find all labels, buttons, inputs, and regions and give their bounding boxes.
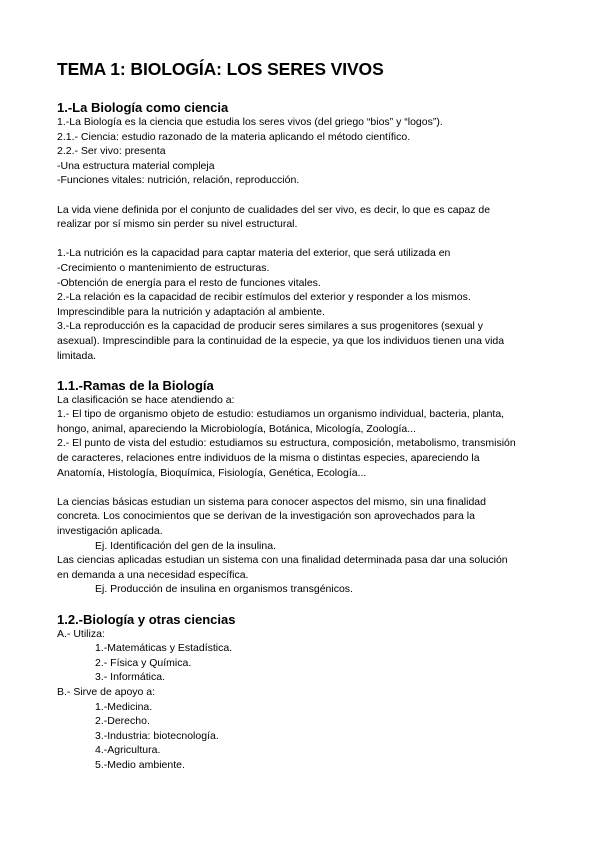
text-line: La ciencias básicas estudian un sistema para conocer aspectos del mismo, sin una finalidad <box>57 495 486 508</box>
text-line: 1.-La Biología es la ciencia que estudia los seres vivos (del griego “bios” y “logos”). <box>57 116 443 128</box>
section-1-1-sciences <box>57 495 543 597</box>
section-1-2-list <box>57 627 543 773</box>
text-line: 1.- El tipo de organismo objeto de estudio: estudiamos un organismo individual, bacteria, planta, <box>57 408 505 421</box>
example-line: Ej. Producción de insulina en organismos transgénicos. <box>95 583 353 596</box>
text-line: 2.2.- Ser vivo: presenta <box>57 145 166 158</box>
section-heading-1: 1.-La Biología como ciencia <box>57 100 229 115</box>
text-line: Anatomía, Histología, Bioquímica, Fisiología, Genética, Ecología... <box>57 466 367 479</box>
text-line: -Funciones vitales: nutrición, relación, reproducción. <box>57 174 300 187</box>
example-line: Ej. Identificación del gen de la insulina. <box>95 539 276 552</box>
document-title: TEMA 1: BIOLOGÍA: LOS SERES VIVOS <box>57 59 384 79</box>
text-line: Las ciencias aplicadas estudian un sistema con una finalidad determinada pasa dar una solución <box>57 554 508 567</box>
section-1-1-branches <box>57 393 543 481</box>
text-line: asexual). Imprescindible para la continuidad de la especie, ya que los individuos tienen una vida <box>57 334 505 347</box>
text-line: 2.-La relación es la capacidad de recibir estímulos del exterior y responder a los mismos. <box>57 291 471 304</box>
list-item: 1.-Matemáticas y Estadística. <box>95 642 233 655</box>
text-line: hongo, animal, apareciendo la Microbiología, Botánica, Micología, Zoología... <box>57 422 416 435</box>
text-line: 2.1.- Ciencia: estudio razonado de la materia aplicando el método científico. <box>57 130 411 143</box>
text-line: Imprescindible para la nutrición y adaptación al ambiente. <box>57 305 325 318</box>
text-line: -Obtención de energía para el resto de funciones vitales. <box>57 276 321 289</box>
list-item: 2.- Física y Química. <box>95 656 192 669</box>
list-item: 4.-Agricultura. <box>95 744 161 757</box>
list-label: A.- Utiliza: <box>57 627 105 640</box>
text-line: -Crecimiento o mantenimiento de estructuras. <box>57 261 270 274</box>
text-line: de caracteres, relaciones entre individuos de la misma o distintas especies, apareciendo la <box>57 452 480 465</box>
text-line: investigación aplicada. <box>57 525 163 538</box>
list-item: 3.- Informática. <box>95 671 166 684</box>
list-label: B.- Sirve de apoyo a: <box>57 685 156 698</box>
list-item: 1.-Medicina. <box>95 700 153 713</box>
list-item: 5.-Medio ambiente. <box>95 758 185 771</box>
section-heading-1-2: 1.2.-Biología y otras ciencias <box>57 611 236 627</box>
text-line: La clasificación se hace atendiendo a: <box>57 393 235 406</box>
list-item: 2.-Derecho. <box>95 715 150 728</box>
text-line: 1.-La nutrición es la capacidad para captar materia del exterior, que será utilizada en <box>57 247 451 260</box>
text-line: La vida viene definida por el conjunto de cualidades del ser vivo, es decir, lo que es capaz de <box>57 203 491 216</box>
text-line: en demanda a una necesidad específica. <box>57 568 249 581</box>
list-item: 3.-Industria: biotecnología. <box>95 729 219 742</box>
section-1-definition <box>57 203 543 232</box>
text-line: limitada. <box>57 349 97 362</box>
section-1-intro <box>57 115 543 188</box>
text-line: 2.- El punto de vista del estudio: estudiamos su estructura, composición, metabolismo, transmisión <box>57 437 516 450</box>
text-line: -Una estructura material compleja <box>57 159 215 172</box>
section-1-functions <box>57 246 543 363</box>
section-heading-1-1: 1.1.-Ramas de la Biología <box>57 377 214 393</box>
text-line: concreta. Los conocimientos que se derivan de la investigación son aprovechados para la <box>57 510 475 523</box>
text-line: 3.-La reproducción es la capacidad de producir seres similares a sus progenitores (sexual y <box>57 320 484 333</box>
text-line: realizar por sí mismo sin perder su nivel estructural. <box>57 218 298 231</box>
